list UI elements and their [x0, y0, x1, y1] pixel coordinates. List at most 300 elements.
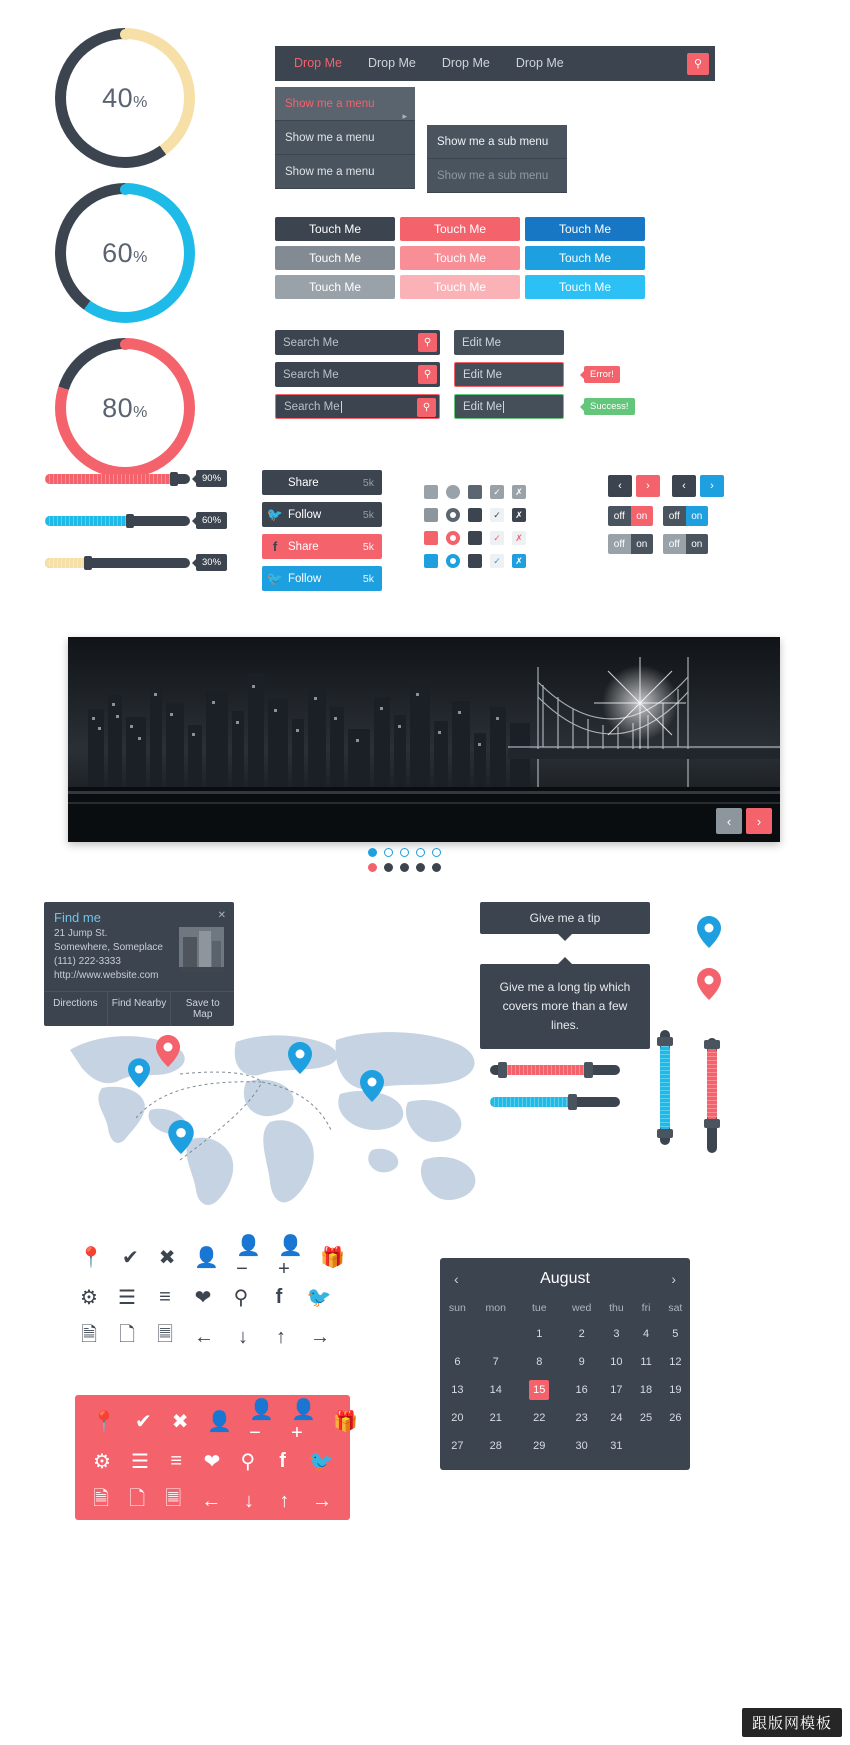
save-to-map-button[interactable]: Save to Map — [170, 992, 234, 1026]
calendar-week-row — [440, 1404, 690, 1432]
calendar-day[interactable]: 19 — [669, 1384, 682, 1396]
gift-icon: 🎁 — [333, 1410, 358, 1433]
chevron-left-icon[interactable]: ‹ — [716, 808, 742, 834]
facebook-icon: f — [272, 539, 278, 554]
file-edit-icon: 🗎 — [93, 1488, 110, 1510]
carousel-dot-active[interactable] — [368, 848, 377, 857]
checkbox-crossed-red[interactable]: ✗ — [512, 531, 526, 545]
slider-value-badge: 60% — [196, 512, 227, 529]
chevron-right-icon[interactable]: › — [700, 475, 724, 497]
tooltip-short: Give me a tip — [480, 902, 650, 934]
twitter-follow-button-dark[interactable] — [262, 502, 382, 527]
calendar-day[interactable]: 30 — [575, 1440, 588, 1452]
toggle-off-label[interactable]: off — [663, 506, 686, 526]
icon-row — [80, 1325, 330, 1349]
city-skyline-image — [68, 637, 780, 842]
checkbox-checked-blue[interactable]: ✓ — [490, 554, 504, 568]
range-handle-end[interactable] — [657, 1129, 673, 1138]
touch-button-blue-1[interactable]: Touch Me — [525, 217, 645, 241]
watermark: 跟版网模板 — [742, 1708, 842, 1737]
list-icon: ☰ — [118, 1286, 136, 1309]
heart-icon: ❤ — [194, 1286, 212, 1309]
calendar-week-row — [440, 1320, 690, 1348]
twitter-icon: 🐦 — [308, 1450, 334, 1473]
twitter-icon: 🐦 — [266, 570, 284, 586]
dropdown-menu — [275, 87, 415, 189]
checkbox-crossed[interactable]: ✗ — [512, 508, 526, 522]
calendar-day[interactable]: 24 — [610, 1412, 623, 1424]
twitter-icon: 🐦 — [266, 506, 284, 522]
control-row — [424, 554, 539, 568]
calendar-day[interactable]: 25 — [639, 1412, 653, 1424]
map-pin-icon[interactable] — [288, 1042, 312, 1074]
popup-url[interactable]: http://www.website.com — [54, 970, 159, 981]
donut-hole — [66, 194, 184, 312]
search-input-2[interactable] — [275, 362, 440, 387]
calendar-day[interactable]: 3 — [613, 1328, 620, 1340]
progress-row — [45, 554, 230, 571]
calendar-day[interactable]: 21 — [489, 1412, 502, 1424]
menu-item-label: Show me a menu — [285, 98, 375, 110]
button-grid — [275, 217, 675, 304]
calendar-day[interactable]: 13 — [451, 1384, 464, 1396]
slider-track[interactable] — [45, 558, 190, 568]
touch-button-dark-2[interactable]: Touch Me — [275, 246, 395, 270]
map-pin-icon[interactable] — [168, 1120, 194, 1154]
calendar-week-row — [440, 1432, 690, 1460]
search-input-value: Search Me — [283, 336, 339, 349]
hero-carousel[interactable] — [68, 637, 780, 842]
nav-item-drop-me-4[interactable]: Drop Me — [515, 56, 564, 70]
range-handle-end[interactable] — [584, 1062, 593, 1078]
popup-address-line-2: Somewhere, Someplace — [54, 942, 163, 953]
pager-blue — [672, 475, 724, 497]
calendar-day[interactable]: 11 — [640, 1356, 652, 1368]
chevron-left-icon[interactable]: ‹ — [454, 1271, 459, 1287]
checkbox-unchecked[interactable] — [468, 485, 482, 499]
social-count: 5k — [362, 476, 374, 489]
sub-menu-item-1[interactable]: Show me a sub menu — [427, 125, 567, 159]
slider-value-badge: 30% — [196, 554, 227, 571]
control-row — [424, 485, 539, 499]
file-icon: 🗋 — [118, 1324, 136, 1346]
slider-track[interactable] — [45, 516, 190, 526]
range-handle-start[interactable] — [704, 1040, 720, 1049]
user-icon: 👤 — [194, 1246, 219, 1269]
calendar-widget — [440, 1258, 690, 1470]
carousel-dots-solid — [368, 863, 441, 872]
user-add-icon: 👤+ — [278, 1235, 303, 1280]
popup-title: Find me — [54, 910, 101, 925]
calendar-day[interactable]: 9 — [578, 1356, 585, 1368]
range-slider-horizontal-group — [490, 1065, 625, 1129]
nav-item-drop-me-1[interactable]: Drop Me — [294, 56, 342, 70]
weekday-sat: sat — [668, 1302, 683, 1314]
file-add-icon: 🗏 — [165, 1488, 182, 1510]
checkbox-unchecked[interactable] — [468, 554, 482, 568]
toggle-on-label[interactable]: on — [631, 506, 654, 526]
chevron-right-icon[interactable]: › — [746, 808, 772, 834]
donut-cap — [120, 184, 131, 195]
search-input-value: Search Me — [283, 368, 339, 381]
carousel-dot[interactable] — [400, 863, 409, 872]
calendar-day[interactable]: 10 — [610, 1356, 623, 1368]
search-icon[interactable]: ⚲ — [418, 365, 437, 384]
user-add-icon: 👤+ — [291, 1399, 316, 1444]
check-icon: ✔ — [135, 1410, 152, 1433]
donut-chart — [55, 183, 195, 323]
social-label: Follow — [288, 508, 322, 521]
radio-dot — [450, 558, 456, 564]
checkbox-radio-group — [424, 485, 539, 577]
radio-selected[interactable] — [446, 508, 460, 522]
donut-cap — [120, 339, 131, 350]
checkbox-unchecked[interactable] — [424, 485, 438, 499]
map-pin-icon[interactable] — [128, 1058, 150, 1088]
carousel-dot[interactable] — [432, 863, 441, 872]
facebook-icon: f — [275, 1285, 283, 1308]
calendar-day[interactable]: 28 — [489, 1440, 502, 1452]
control-row — [424, 508, 539, 522]
range-fill — [660, 1044, 670, 1131]
facebook-share-button-dark[interactable] — [262, 470, 382, 495]
calendar-day[interactable]: 18 — [639, 1384, 653, 1396]
tooltip-group — [480, 902, 650, 1049]
radio-selected-red[interactable] — [446, 531, 460, 545]
facebook-share-button-red[interactable] — [262, 534, 382, 559]
carousel-dot[interactable] — [400, 848, 409, 857]
carousel-dot[interactable] — [384, 848, 393, 857]
calendar-header — [440, 1258, 690, 1296]
donut-chart-group — [55, 28, 220, 493]
icon-row — [93, 1489, 332, 1513]
calendar-day[interactable]: 6 — [454, 1356, 461, 1368]
sub-menu-item-2[interactable]: Show me a sub menu — [427, 159, 567, 193]
popup-body — [44, 927, 234, 991]
list-icon: ☰ — [130, 1450, 149, 1473]
popup-address-line-1: 21 Jump St. — [54, 928, 108, 939]
input-group — [275, 330, 635, 426]
toggle-row — [608, 534, 718, 554]
pager-row — [608, 475, 718, 506]
weekday-tue: tue — [532, 1302, 547, 1314]
checkbox-crossed[interactable]: ✗ — [512, 485, 526, 499]
popup-details — [54, 927, 173, 983]
user-remove-icon: 👤− — [249, 1399, 274, 1444]
navbar — [275, 46, 715, 81]
donut-cap — [120, 29, 131, 40]
carousel-dot[interactable] — [432, 848, 441, 857]
checkbox-unchecked-blue[interactable] — [424, 554, 438, 568]
range-fill — [707, 1047, 717, 1121]
text-input-value: Edit Me — [463, 400, 502, 413]
icon-grid-dark — [78, 1235, 345, 1365]
toggle-on-label[interactable]: on — [686, 506, 709, 526]
check-icon: ✔ — [122, 1246, 139, 1269]
map-info-popup — [44, 902, 234, 1026]
touch-button-red-3[interactable]: Touch Me — [400, 275, 520, 299]
text-input-3[interactable] — [454, 394, 564, 419]
icon-grid-red — [75, 1395, 358, 1520]
icon-row — [91, 1399, 358, 1444]
popup-phone: (111) 222-3333 — [54, 956, 121, 967]
donut-chart — [55, 28, 195, 168]
checkbox-unchecked[interactable] — [424, 508, 438, 522]
range-slider-blue[interactable] — [490, 1097, 620, 1107]
calendar-day-empty — [631, 1432, 660, 1460]
world-map[interactable] — [40, 1010, 500, 1220]
donut-hole — [66, 349, 184, 467]
touch-button-red-2[interactable]: Touch Me — [400, 246, 520, 270]
social-label: Follow — [288, 572, 322, 585]
text-input-1[interactable]: Edit Me — [454, 330, 564, 355]
input-row — [275, 362, 635, 387]
nav-item-drop-me-2[interactable]: Drop Me — [367, 56, 416, 70]
touch-button-blue-3[interactable]: Touch Me — [525, 275, 645, 299]
calendar-day[interactable]: 16 — [575, 1384, 588, 1396]
tooltip-long: Give me a long tip which covers more than a few lines. — [480, 964, 650, 1049]
touch-button-red-1[interactable]: Touch Me — [400, 217, 520, 241]
toggle-switch-gray-blue[interactable] — [663, 534, 708, 554]
menu-item-2[interactable]: Show me a menu — [275, 121, 415, 155]
calendar-weekday-row — [440, 1296, 690, 1320]
text-caret — [503, 401, 504, 413]
range-handle-end[interactable] — [568, 1094, 577, 1110]
range-slider-red[interactable] — [490, 1065, 620, 1075]
toggle-switch-gray-red[interactable] — [608, 534, 653, 554]
carousel-dot-active[interactable] — [368, 863, 377, 872]
arrow-up-icon: ↑ — [279, 1489, 290, 1512]
success-badge: Success! — [584, 398, 635, 415]
bullet-list-icon: ≡ — [159, 1285, 171, 1308]
checkbox-checked[interactable]: ✓ — [490, 508, 504, 522]
cross-icon: ✖ — [158, 1246, 176, 1269]
chevron-right-icon[interactable]: › — [671, 1271, 676, 1287]
calendar-day[interactable]: 31 — [610, 1440, 623, 1452]
slider-value-badge: 90% — [196, 470, 227, 487]
pager-dark — [608, 475, 660, 497]
social-label: Share — [288, 540, 319, 553]
arrow-right-icon: → — [312, 1489, 332, 1512]
menu-item-3[interactable]: Show me a menu — [275, 155, 415, 189]
weekday-sun: sun — [448, 1302, 466, 1314]
popup-thumbnail — [179, 927, 224, 972]
toggle-switch-red[interactable] — [608, 506, 653, 526]
touch-button-dark-3[interactable]: Touch Me — [275, 275, 395, 299]
calendar-day[interactable]: 2 — [578, 1328, 585, 1340]
calendar-month-label: August — [540, 1270, 590, 1287]
file-edit-icon: 🗎 — [80, 1324, 98, 1346]
range-fill — [503, 1065, 588, 1075]
calendar-day[interactable]: 29 — [533, 1440, 546, 1452]
map-pin-red-icon — [697, 968, 721, 1000]
checkbox-unchecked[interactable] — [468, 508, 482, 522]
slider-track[interactable] — [45, 474, 190, 484]
range-slider-vertical-red[interactable] — [707, 1038, 717, 1153]
search-input-1[interactable] — [275, 330, 440, 355]
user-icon: 👤 — [207, 1410, 232, 1433]
calendar-table — [440, 1296, 690, 1460]
range-handle-end[interactable] — [704, 1119, 720, 1128]
arrow-left-icon: ← — [194, 1325, 214, 1348]
calendar-day-selected-label: 15 — [529, 1380, 549, 1400]
facebook-icon: f — [279, 1449, 286, 1472]
icon-row — [78, 1235, 345, 1280]
calendar-day[interactable]: 20 — [451, 1412, 464, 1424]
search-icon[interactable]: ⚲ — [418, 333, 437, 352]
map-pin-icon[interactable] — [156, 1035, 180, 1067]
slider-fill — [45, 474, 176, 484]
error-badge: Error! — [584, 366, 620, 383]
arrow-up-icon: ↑ — [276, 1325, 286, 1348]
nav-item-drop-me-3[interactable]: Drop Me — [441, 56, 490, 70]
navigation-bar-group — [275, 46, 715, 189]
calendar-day[interactable]: 5 — [672, 1328, 679, 1340]
input-row — [275, 394, 635, 419]
toggle-off-label[interactable]: off — [608, 506, 631, 526]
slider-fill — [45, 558, 89, 568]
map-pin-blue-icon — [697, 916, 721, 948]
calendar-day-selected[interactable] — [517, 1376, 562, 1404]
social-count: 5k — [362, 572, 374, 585]
facebook-icon: f — [272, 475, 278, 490]
text-input-2[interactable]: Edit Me — [454, 362, 564, 387]
calendar-day[interactable]: 14 — [489, 1384, 502, 1396]
range-handle-start[interactable] — [498, 1062, 507, 1078]
progress-row — [45, 470, 230, 487]
search-icon: ⚲ — [233, 1286, 249, 1309]
carousel-dots-outline — [368, 848, 441, 857]
calendar-day[interactable]: 26 — [669, 1412, 682, 1424]
arrow-right-icon: → — [310, 1325, 330, 1348]
chevron-right-icon[interactable]: › — [636, 475, 660, 497]
checkbox-checked-red[interactable]: ✓ — [490, 531, 504, 545]
gift-icon: 🎁 — [320, 1246, 345, 1269]
social-count: 5k — [362, 508, 374, 521]
search-icon[interactable]: ⚲ — [687, 53, 709, 75]
icon-row — [93, 1449, 332, 1473]
search-input-3[interactable] — [275, 394, 440, 419]
checkbox-crossed-blue[interactable]: ✗ — [512, 554, 526, 568]
calendar-day-empty — [475, 1320, 517, 1348]
range-fill — [490, 1097, 571, 1107]
weekday-mon: mon — [485, 1302, 506, 1314]
map-pin-icon: 📍 — [91, 1410, 117, 1433]
popup-actions — [44, 991, 234, 1026]
calendar-day[interactable]: 22 — [533, 1412, 546, 1424]
touch-button-dark-1[interactable]: Touch Me — [275, 217, 395, 241]
heart-icon: ❤ — [203, 1450, 221, 1473]
calendar-day[interactable]: 1 — [536, 1328, 543, 1340]
cross-icon: ✖ — [171, 1410, 189, 1433]
checkbox-unchecked-red[interactable] — [424, 531, 438, 545]
close-icon[interactable]: ✕ — [217, 910, 226, 921]
radio-unselected[interactable] — [446, 485, 460, 499]
radio-selected-blue[interactable] — [446, 554, 460, 568]
search-icon[interactable]: ⚲ — [417, 398, 436, 417]
directions-button[interactable]: Directions — [53, 998, 98, 1009]
button-row — [275, 275, 675, 299]
chevron-left-icon[interactable]: ‹ — [672, 475, 696, 497]
toggle-on-label[interactable]: on — [631, 534, 654, 554]
radio-dot — [450, 512, 456, 518]
calendar-day[interactable]: 4 — [642, 1328, 650, 1340]
twitter-follow-button-blue[interactable] — [262, 566, 382, 591]
touch-button-blue-2[interactable]: Touch Me — [525, 246, 645, 270]
calendar-day[interactable]: 12 — [669, 1356, 682, 1368]
social-label: Share — [288, 476, 319, 489]
menu-item-1[interactable] — [275, 87, 415, 121]
input-row — [275, 330, 635, 355]
calendar-week-row — [440, 1376, 690, 1404]
calendar-day[interactable]: 27 — [451, 1440, 464, 1452]
donut-value: 80% — [102, 392, 148, 423]
search-icon: ⚲ — [240, 1450, 256, 1473]
toggle-row — [608, 506, 718, 526]
range-handle-start[interactable] — [657, 1037, 673, 1046]
checkbox-unchecked[interactable] — [468, 531, 482, 545]
file-icon: 🗋 — [129, 1488, 146, 1510]
range-slider-vertical-blue[interactable] — [660, 1030, 670, 1145]
slider-handle[interactable] — [126, 514, 134, 528]
toggle-off-label[interactable]: off — [608, 534, 631, 554]
donut-value: 40% — [102, 82, 148, 113]
toggle-off-label[interactable]: off — [663, 534, 686, 554]
toggle-on-label[interactable]: on — [686, 534, 709, 554]
slider-handle[interactable] — [170, 472, 178, 486]
calendar-day[interactable]: 23 — [575, 1412, 588, 1424]
control-row — [424, 531, 539, 545]
calendar-day[interactable]: 7 — [492, 1356, 499, 1368]
button-row — [275, 217, 675, 241]
world-map-image — [40, 1010, 500, 1220]
carousel-dot[interactable] — [416, 863, 425, 872]
gear-icon: ⚙ — [80, 1286, 98, 1309]
slider-handle[interactable] — [84, 556, 92, 570]
carousel-dot[interactable] — [416, 848, 425, 857]
toggle-switch-blue[interactable] — [663, 506, 708, 526]
arrow-left-icon: ← — [201, 1489, 222, 1512]
chevron-right-icon: ▸ — [402, 111, 407, 121]
file-add-icon: 🗏 — [156, 1324, 174, 1346]
weekday-wed: wed — [572, 1302, 592, 1314]
donut-hole — [66, 39, 184, 157]
find-nearby-button[interactable]: Find Nearby — [107, 992, 171, 1026]
carousel-dots-group — [368, 848, 441, 878]
icon-row — [80, 1285, 330, 1309]
gear-icon: ⚙ — [93, 1450, 111, 1473]
slider-fill — [45, 516, 132, 526]
pager-toggle-group — [608, 475, 718, 562]
checkbox-checked[interactable]: ✓ — [490, 485, 504, 499]
carousel-dot[interactable] — [384, 863, 393, 872]
map-pin-icon[interactable] — [360, 1070, 384, 1102]
calendar-day[interactable]: 17 — [610, 1384, 623, 1396]
sub-menu — [427, 125, 567, 193]
donut-value: 60% — [102, 237, 148, 268]
chevron-left-icon[interactable]: ‹ — [608, 475, 632, 497]
twitter-icon: 🐦 — [306, 1286, 332, 1309]
search-input-value: Search Me — [284, 400, 340, 413]
social-button-group — [262, 470, 382, 598]
button-row — [275, 246, 675, 270]
arrow-down-icon: ↓ — [243, 1489, 254, 1512]
popup-header — [44, 902, 234, 927]
text-caret — [341, 401, 342, 413]
map-pin-icon: 📍 — [78, 1246, 104, 1269]
weekday-thu: thu — [609, 1302, 624, 1314]
calendar-day[interactable]: 8 — [536, 1356, 543, 1368]
